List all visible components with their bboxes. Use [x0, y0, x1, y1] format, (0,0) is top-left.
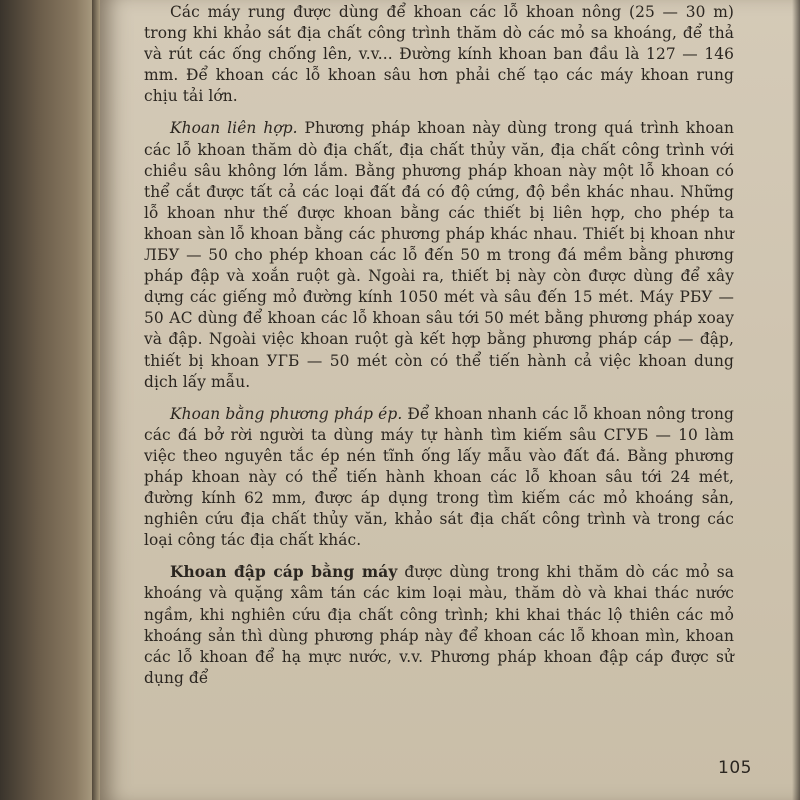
- paragraph-1: [144, 2, 734, 107]
- paragraph-4-lead: Khoan đập cáp bằng máy: [170, 563, 398, 582]
- paragraph-3-text: Để khoan nhanh các lỗ khoan nông trong các đá bở rời người ta dùng máy tự hành tìm kiếm sâu СГУБ — 10 làm việc theo nguyên tắc ép nén tĩnh ống lấy mẫu vào đất đá. Bằng phương pháp khoan này có thể tiến hành khoan các lỗ khoan sâu tới 24 mét, đường kính 62 mm, được áp dụng trong tìm kiếm các mỏ khoáng sản, nghiên cứu địa chất thủy văn, khảo sát địa chất công trình và trong các loại công tác địa chất khác.: [144, 404, 734, 550]
- paragraph-3-lead: Khoan bằng phương pháp ép.: [170, 404, 403, 423]
- page-right-shadow: [792, 0, 800, 800]
- paragraph-4-text: được dùng trong khi thăm dò các mỏ sa khoáng và quặng xâm tán các kim loại màu, thăm dò và khai thác nước ngầm, khi nghiên cứu địa chất công trình; khi khai thác lộ thiên các mỏ khoáng sản thì dùng phương pháp này để khoan các lỗ khoan mìn, khoan các lỗ khoan để hạ mực nước, v.v. Phương pháp khoan đập cáp được sử dụng để: [144, 563, 734, 687]
- book-page: [100, 0, 800, 800]
- paragraph-2: [144, 118, 734, 392]
- paragraph-4: [144, 562, 734, 689]
- page-text: [144, 2, 734, 700]
- page-number: 105: [718, 758, 752, 778]
- paragraph-2-lead: Khoan liên hợp.: [170, 119, 298, 138]
- paragraph-2-text: Phương pháp khoan này dùng trong quá trình khoan các lỗ khoan thăm dò địa chất, địa chất thủy văn, địa chất công trình với chiều sâu không lớn lắm. Bằng phương pháp khoan này một lỗ khoan có thể cắt được tất cả các loại đất đá có độ cứng, độ bền khác nhau. Những lỗ khoan như thế được khoan bằng các thiết bị liên hợp, cho phép ta khoan sàn lỗ khoan bằng các phương pháp khác nhau. Thiết bị khoan như ЛБУ — 50 cho phép khoan các lỗ đến 50 m trong đá mềm bằng phương pháp đập và xoắn ruột gà. Ngoài ra, thiết bị này còn được dùng để xây dựng các giếng mỏ đường kính 1050 mét và sâu đến 15 mét. Máy РБУ — 50 АС dùng để khoan các lỗ khoan sâu tới 50 mét bằng phương pháp xoay và đập. Ngoài việc khoan ruột gà kết hợp bằng phương pháp cáp — đập, thiết bị khoan УГБ — 50 mét còn có thể tiến hành cả việc khoan dung dịch lấy mẫu.: [144, 119, 734, 391]
- paragraph-1-text: Các máy rung được dùng để khoan các lỗ khoan nông (25 — 30 m) trong khi khảo sát địa chất công trình thăm dò các mỏ sa khoáng, để thả và rút các ống chống lên, v.v... Đường kính khoan ban đầu là 127 — 146 mm. Để khoan các lỗ khoan sâu hơn phải chế tạo các máy khoan rung chịu tải lớn.: [144, 3, 734, 106]
- book-left-edge: [0, 0, 100, 800]
- paragraph-3: [144, 404, 734, 552]
- book-spine: [92, 0, 100, 800]
